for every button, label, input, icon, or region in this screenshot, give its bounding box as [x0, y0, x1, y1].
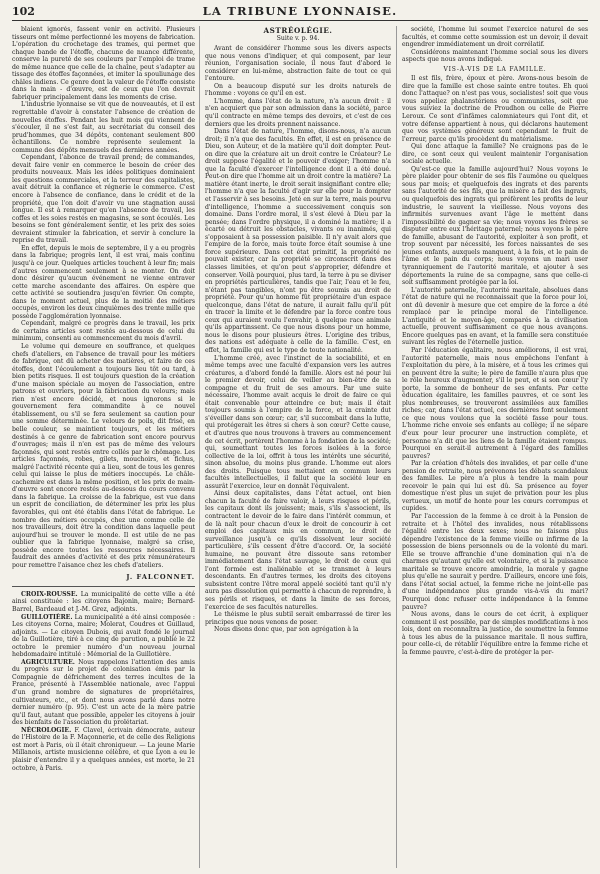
column-2 — [205, 26, 391, 868]
paragraph: blaient ignorés, fassent venir en activité. Plusieurs tisseurs ont même perfectionné les moyens de fabrication. L'opération du crochetage des trames, qui permet que chaque bande de l'étoffe, chacune de nuance différente, conserve la pureté de ses couleurs par l'emploi de trame de même nuance que celle de la chaîne, peut s'adapter au tissage des étoffes façonnées, et imiter la spouliunage des châles indiens. Ce genre dont la valeur de l'étoffe consiste dans la main - d'œuvre, est de ceux que l'on devrait fabriquer principalement dans les moments de crise. — [12, 26, 195, 101]
paragraph: On a beaucoup disputé sur les droits naturels de l'homme : voyons ce qu'il en est. — [205, 82, 391, 98]
paragraph: Ainsi deux capitalistes, dans l'état actuel, ont bien chacun la faculté de faire valoir, à leurs risques et périls, les capitaux dont ils jouissent; mais, s'ils s'associent, ils contractent le devoir de le faire dans l'intérêt commun, et de là naît pour chacun d'eux le droit de concourir à cet emploi des capitaux mis en commun, le droit de surveillance jusqu'à ce qu'ils dissolvent leur société particulière, s'ils cessent d'être d'accord. Or, la société humaine, ne pouvant être dissoute sans retomber immédiatement dans l'état sauvage, le droit de ceux qui l'ont formée est inaliénable et se transmet à leurs descendants. En d'autres termes, les droits des citoyens subsistent contre l'être moral appelé société tant qu'il n'y aura pas dissolution qui permette à chacun de reprendre, à ses périls et risques, et dans la limite de ses forces, l'exercice de ses facultés naturelles. — [205, 490, 391, 611]
paragraph: Cependant, malgré ce progrès dans le travail, les prix de certains articles sont restés au-dessous de celui du minimum, consenti au commencement du mois d'avril. — [12, 320, 195, 343]
notice — [12, 659, 195, 727]
article-subheading: Suite v. p. 94. — [276, 34, 320, 42]
paragraph: Qui donc attaque la famille? Ne craignons pas de le dire, ce sont ceux qui veulent maintenir l'organisation sociale actuelle. — [402, 143, 588, 166]
notice-text: Nous rappelons l'attention des amis du progrès sur le projet de colonisation émis par la Compagnie de défrichement des terres incultes de la France, présenté à l'Assemblée nationale, avec l'appui d'un grand nombre de signatures de propriétaires, cultivateurs, etc., et dont nous avons parlé dans notre dernier numéro (p. 95). C'est un acte de la mère patrie qu'il faut, autant que possible, appeler les citoyens à jouir des bienfaits de l'association du prolétariat. — [12, 658, 195, 727]
paragraph: Qu'est-ce que la famille aujourd'hui? Nous voyons le père plaider pour obtenir de ses fils l'aumône ou quelques sous par mois; et quelquefois des ingrats et des parents sans l'autorité de ses fils, que la misère a fait des ingrats, ou quelquefois des ingrats qui préfèrent les profits de leur industrie, le sauvent la vieillesse. Nous voyons des infirmités survenues avant l'âge le mettent dans l'impossibilité de gagner sa vie; nous voyons les frères se disputer entre eux l'héritage paternel; nous voyons le père de famille, abusant de l'autorité, exploiter à son profit, et trop souvent par nécessité, les forces naissantes de ses jeunes enfants, auxquels manquent, à la fois, et le pain de l'âme et le pain du corps; nous voyons un mari user tyranniquement de l'autorité maritale, et ajouter à ses déportements la ruine de sa compagne, sans que celle-ci soit suffisamment protégée par la loi. — [402, 165, 588, 287]
notice-text: La municipalité a été ainsi composée : Les citoyens Corna, maire; Molerat, Coudres et Guillaud, adjoints. — Le citoyen Dubois, qui avait fondé le journal de la Guillotière, tiré à ce cinq de parution, a publié le 22 octobre le premier numéro d'un nouveau journal hebdomadaire intitulé : Mémorial de la Guillotière. — [12, 613, 195, 659]
paragraph: En effet, depuis le mois de septembre, il y a eu progrès dans la fabrique; progrès lent, il est vrai, mais continu jusqu'à ce jour. Quelques articles touchent à leur fin; mais d'autres commencent seulement à se monter. On doit donc désirer qu'aucun événement ne vienne entraver cette marche ascendante des affaires. On espère que cette activité se soutiendra jusqu'en février. On compte, dans le moment actuel, plus de la moitié des métiers occupés, environ les deux cinquièmes des trente mille que possède l'agglomération lyonnaise. — [12, 244, 195, 320]
paragraph: Il est fils, frère, époux et père. Avons-nous besoin de dire que la famille est chose sainte entre toutes. Eh quoi donc l'attaque? on n'est pas vous, socialistes! soit que vous vous appeliez phalanstériens ou communistes, soit que vous suiviez la doctrine de Proudhon ou celle de Pierre Leroux. Ce sont d'infâmes calomniateurs qui l'ont dit, et votre défense appartient à nous, qui déclarons hautement que vos systèmes généreux sont cependant le fruit de l'erreur, parce qu'ils procèdent du matérialisme. — [402, 75, 588, 143]
paragraph: L'homme créé, avec l'instinct de la sociabilité, et en même temps avec une faculté d'expansion vers les autres créatures, a d'abord fondé la famille. Alors est né pour lui le premier devoir, celui de veiller au bien-être de sa compagne et du fruit de ses amours. Par une suite nécessaire, l'homme avait acquis le droit de faire ce qui était convenable pour atteindre ce but; mais il était toujours soumis à l'empire de la force, et la crainte dut s'éveiller dans son cœur; car, s'il succombait dans la lutte, qui protégerait les êtres si chers à son cœur? Cette cause, et d'autres que nous trouvons à travers au commencement de cet écrit, portèrent l'homme à la fondation de la société; qui, soumettant toutes les forces isolées à la force collective de la loi, offrit à tous les intérêts une sécurité, sinon absolue, du moins plus grande. L'homme eut alors des droits. Puisque tous mettaient en commun leurs facultés intellectuelles, il fallut que la société leur en assurât l'exercice, leur en donnât l'équivalent. — [205, 354, 391, 490]
paragraph: société, l'homme lui soumet l'exercice naturel de ses facultés, et comme cette soumission est un devoir, il devait engendrer immédiatement un droit corrélatif. — [402, 26, 588, 49]
paragraph: L'autorité paternelle, l'autorité maritale, absolues dans l'état de nature qui ne reconnaissait que la force pour loi, ont dû devenir à mesure que cet empire de la force a été remplacé par le principe moral de l'intelligence. L'antiquité et le moyen-âge, comparés à la civilisation actuelle, prouvent suffisamment ce que nous avançons. Encore quelques pas en avant, et la famille sera constituée suivant les règles de l'éternelle justice. — [402, 286, 588, 347]
page-number: 102 — [12, 5, 35, 18]
notice-lead: AGRICULTURE. — [21, 658, 75, 666]
notice-lead: GUILLOTIÈRE. — [21, 613, 73, 621]
notice — [12, 614, 195, 659]
paragraph: Cependant, l'abonce de travail prend; de commandes, devait faire venir en commerce le besoin de créer des produits nouveaux. Mais les idées politiques dominaient les questions commerciales, et la terreur des capitalistes, avait détruit la confiance et régnerie le commerce. C'est encore à l'absence de confiance, dans le crédit et de la propriété, que l'on doit d'avoir vu une stagnation aussi longue. Il est à remarquer qu'en l'absence de travail, les coffes et les soies restés en magasins, se sont écoulés. Les besoins se font généralement sentir, et les prix des soies devraient stimuler la fabrication, et servir à conclure la reprise du travail. — [12, 154, 195, 245]
paragraph: Nous disons donc que, par son agrégation à la — [214, 626, 359, 634]
masthead — [12, 4, 588, 21]
section-heading: VIS-À-VIS DE LA FAMILLE. — [443, 65, 547, 73]
divider — [12, 586, 195, 587]
article-heading: ASTRÉOLÉGIE. — [263, 26, 333, 35]
journal-title: LA TRIBUNE LYONNAISE. — [202, 4, 398, 18]
paragraph: L'homme, dans l'état de la nature, n'a aucun droit : il n'en acquiert que par son admission dans la société, parce qu'il contracte en même temps des devoirs, et c'est de ces derniers que les droits prennent naissance. — [205, 97, 391, 128]
paragraph: Le théisme le plus subtil serait embarrassé de tirer les principes que nous venons de poser. — [205, 611, 391, 626]
paragraph: Avant de considérer l'homme sous les divers aspects que nous venons d'indiquer, et qui composent, par leur réunion, l'organisation sociale, il nous faut d'abord le considérer en lui-même, abstraction faite de tout ce qui l'entoure. — [205, 45, 391, 83]
notice — [12, 591, 195, 614]
notice-lead: CROIX-ROUSSE. — [21, 590, 78, 598]
paragraph: Le volume qui demeure en souffrance, et quelques chefs d'ateliers, en l'absence de travail pour les métiers de fabrique, ont dû acheter des matières, et faire de ces étoffes, dont l'écoulement a toujours lieu tôt ou tard, à bien petits risques. Il est toujours question de la création d'une maison spéciale au moyen de l'association, entre patrons et ouvriers, pour la fabrication du velours; mais rien n'est encore décidé, et nous ignorons si le gouvernement fera commandite à ce nouvel établissement, ou s'il se fera seulement sa caution pour une somme déterminée. Le velours de poils, dit frisé, en belle couleur, se maintient toujours, et les métiers destinés à ce genre de fabrication sont encore pourvus d'ouvrages; mais il n'en est pas de même des velours façonnés, qui sont restés entre collés par le chômage. Les articles façonnés, robes, gilets, mouchoirs, et fichus, malgré l'activité récente qui a lieu, sont de tous les genres celui qui laisse le plus de métiers inoccupés. Le châle-cachemire est dans la même position, et les prix de main-d'œuvre sont encore restés au-dessous du cours convenu dans la fabrique. La croisse de la fabrique, est vue dans un esprit de conciliation, de déterminer les prix les plus favorables, qui ont été établis dans l'état de fabrique. Le nombre des métiers occupés, chez une comme celle de nos travailleurs, doit être la condition dans laquelle peut aujourd'hui se trouver le monde. Il est utile de ne pas oublier que la fabrique lyonnaise, malgré sa crise, possède encore toutes les ressources nécessaires. Il faudrait des années d'activité et des prix rémunérateurs pour remettre l'aisance chez les chefs d'ateliers. — [12, 342, 195, 569]
notice-text: La municipalité de cette ville a été ainsi constituée : les citoyens Bajonin, maire; Bernard-Barrel, Bardeaud et J.-M. Grez, adjoints. — [12, 590, 195, 614]
signature: J. FALCONNET. — [126, 573, 195, 582]
column-rule-1 — [199, 26, 200, 868]
notice — [12, 727, 195, 772]
column-rule-2 — [396, 26, 397, 868]
paragraph: Par l'éducation égalitaire, nous améliorons, il est vrai, l'autorité paternelle, mais nous empêchons l'enfant à l'exploitation du père, à la misère, et à tous les crimes qui en peuvent être la suite; le père de famille n'aura plus que le rôle heureux d'augmenter, s'il le peut, et si son cœur l'y porte, la somme de bonheur de ses enfants. Par cette éducation égalitaire, les familles pauvres, et ce sont les plus nombreuses, se trouveront assimilées aux familles riches; car, dans l'état actuel, ces dernières font seulement ce que nous voulons que la société fasse pour tous. L'homme riche envoie ses enfants au collège; il ne sépare d'eux pour leur procurer une instruction complète, et personne n'a dit que les liens de la famille étaient rompus. Pourquoi en serait-il autrement à l'égard des familles pauvres? — [402, 346, 588, 460]
column-1 — [12, 26, 195, 868]
notice-lead: NÉCROLOGIE. — [21, 726, 72, 734]
notice-text: F. Clavel, écrivain démocrate, auteur de l'Histoire de la F. Maçonnerie, et de celle des Religions est mort à Paris, où il était chroniqueur. — La jeune Marie Millanois, artiste musicienne célèbre, et que Lyon a eu le plaisir d'entendre il y a quelques années, est morte, le 21 octobre, à Paris. — [12, 726, 195, 772]
column-3 — [402, 26, 588, 868]
paragraph: Considérons maintenant l'homme social sous les divers aspects que nous avons indiqué. — [402, 48, 588, 64]
paragraph: Dans l'état de nature, l'homme, disons-nous, n'a aucun droit; il n'a que des facultés. En effet, il est en présence de Dieu, son Auteur, et de la matière qu'il doit dompter. Peut-on dire que la créature ait un droit contre le Créateur? Le droit suppose l'égalité et le pouvoir d'exiger; l'homme n'a que la faculté d'exercer l'intelligence dont il a été doué. Peut-on dire que l'homme ait un droit contre la matière? La matière étant inerte, le droit serait insignifiant contre elle; l'homme n'a que la faculté d'agir sur elle pour la dompter et l'asservir à ses besoins. Jeté en sur la terre, mais pourvu d'intelligence, l'homme a successivement conquis son domaine. Dans l'ordre moral, il s'est élevé à Dieu par la pensée; dans l'ordre physique, il a dominé la matière; il a écarté ou détruit les obstacles, vivants ou inanimés, qui s'opposaient à sa possession paisible. Il n'y avait alors que l'empire de la force, mais toute force était soumise à une force supérieure. Dans cet état primitif, la propriété ne pouvait exister, car la propriété se circonscrit dans des classes limitées, et qu'on peut s'approprier, défendre et conserver. Voilà pourquoi, plus tard, la terre à pu se diviser en propriétés particulières, tandis que l'air, l'eau et le feu, n'étant pas tangibles, n'ont pu être soumis au droit de propriété. Pour qu'un homme fût propriétaire d'un espace quelconque, dans l'état de nature, il aurait fallu qu'il pût en tracer la limite et le défendre par la force contre tous ceux qui auraient voulu l'envahir, à quelque race animale qu'ils appartinssent. Ce que nous disons pour un homme, nous le disons pour plusieurs êtres. L'origine des tribus, des nations est adéquate à celle de la famille. C'est, en effet, la famille qui est le type de toute nationalité. — [205, 128, 391, 354]
paragraph: L'industrie lyonnaise se vit que de nouveautés, et il est regrettable d'avoir à constater l'absence de création de nouvelles étoffes. Pendant les huit mois qui viennent de s'écouler, il ne s'est fait, au secrétariat du conseil des prud'hommes, que 34 dépôts, contenant seulement 800 échantillons. Ce nombre représente seulement la commune des dépôts mensuels des dernières années. — [12, 101, 195, 154]
paragraph: Nous avons, dans le cours de cet écrit, à expliquer comment il est possible, par de simples modifications à nos lois, dont on reconnaîtra la justice, de soumettre la femme à tous les abus de la puissance maritale. Il nous suffira, pour celle-ci, de rétablir l'équilibre entre la femme riche et la femme pauvre, c'est-à-dire de protéger la per- — [402, 611, 588, 656]
paragraph: Par la création d'hôtels des invalides, et par celle d'une pension de retraite, nous prévenons les débats scandaleux des familles. Le père n'a plus à tendre la main pour recevoir le pain qui lui est dû. Sa présence au foyer domestique n'est plus un sujet de privation pour les plus vertueux, un motif de honte pour les cœurs corrompus et cupides. — [402, 460, 588, 513]
paragraph: Par l'accession de la femme à ce droit à la Pension de retraite et à l'hôtel des invalides, nous rétablissons l'égalité entre les deux sexes; nous ne faisons plus dépendre l'existence de la femme vieille ou infirme de la possession de biens personnels ou de la volonté du mari. Elle se trouve affranchie d'une domination qui n'a de charmes qu'autant qu'elle est volontaire, et si la puissance maritale se trouve encore amoindrie, la morale y gagne plus qu'elle ne saurait y perdre. D'ailleurs, encore une fois, dans l'état social actuel, la femme riche ne joint-elle pas d'une indépendance plus grande vis-à-vis du mari? Pourquoi donc refuser cette indépendance à la femme pauvre? — [402, 513, 588, 611]
